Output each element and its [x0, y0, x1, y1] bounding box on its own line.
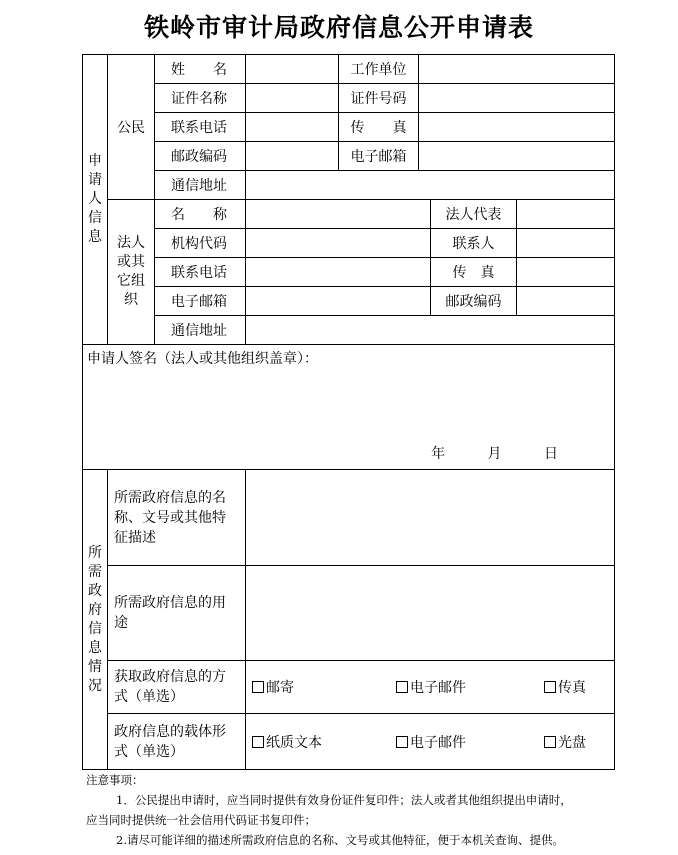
citizen-address-label: 通信地址 [155, 171, 246, 200]
notes-item: 1．公民提出申请时，应当同时提供有效身份证件复印件；法人或者其他组织提出申请时， [116, 793, 572, 807]
format-option-disc[interactable]: 光盘 [544, 732, 586, 752]
method-options [246, 661, 615, 714]
id-type-field[interactable] [246, 84, 339, 113]
page-title: 铁岭市审计局政府信息公开申请表 [143, 13, 534, 42]
org-phone-label: 联系电话 [155, 258, 246, 287]
day-label: 日 [544, 446, 558, 462]
id-type-label: 证件名称 [155, 84, 246, 113]
citizen-postcode-field[interactable] [246, 142, 339, 171]
org-code-field[interactable] [246, 229, 431, 258]
citizen-fax-field[interactable] [419, 113, 615, 142]
org-address-label: 通信地址 [155, 316, 246, 345]
method-label: 获取政府信息的方式（单选） [108, 661, 246, 714]
purpose-field[interactable] [246, 566, 615, 661]
legal-rep-label: 法人代表 [431, 200, 517, 229]
method-option-mail[interactable]: 邮寄 [252, 677, 294, 697]
notes [86, 770, 626, 850]
purpose-label: 所需政府信息的用途 [108, 566, 246, 661]
contact-field[interactable] [517, 229, 615, 258]
citizen-phone-field[interactable] [246, 113, 339, 142]
org-postcode-field[interactable] [517, 287, 615, 316]
application-form [82, 54, 615, 770]
org-fax-field[interactable] [517, 258, 615, 287]
contact-label: 联系人 [431, 229, 517, 258]
org-code-label: 机构代码 [155, 229, 246, 258]
notes-item: 2.请尽可能详细的描述所需政府信息的名称、文号或其他特征，便于本机关查询、提供。 [116, 833, 564, 847]
method-option-fax[interactable]: 传真 [544, 677, 586, 697]
applicant-info-label: 申 请 人 信 息 [83, 55, 108, 345]
notes-heading: 注意事项： [86, 773, 144, 787]
id-number-field[interactable] [419, 84, 615, 113]
checkbox-icon[interactable] [396, 736, 408, 748]
request-info-label: 所 需 政 府 信 息 情 况 [83, 470, 108, 770]
signature-label: 申请人签名（法人或其他组织盖章）： [87, 351, 318, 367]
citizen-fax-label: 传 真 [339, 113, 419, 142]
org-email-label: 电子邮箱 [155, 287, 246, 316]
org-fax-label: 传 真 [431, 258, 517, 287]
description-field[interactable] [246, 470, 615, 566]
month-label: 月 [487, 446, 502, 462]
org-email-field[interactable] [246, 287, 431, 316]
signature-date [393, 443, 558, 463]
citizen-label: 公民 [108, 55, 155, 200]
org-label: 法人 或其 它组 织 [108, 200, 155, 345]
id-number-label: 证件号码 [339, 84, 419, 113]
year-label: 年 [431, 446, 446, 462]
name-field[interactable] [246, 55, 339, 84]
legal-rep-field[interactable] [517, 200, 615, 229]
format-options [246, 714, 615, 770]
org-name-field[interactable] [246, 200, 431, 229]
work-unit-field[interactable] [419, 55, 615, 84]
signature-area[interactable] [83, 345, 615, 470]
citizen-email-field[interactable] [419, 142, 615, 171]
checkbox-icon[interactable] [252, 736, 264, 748]
org-phone-field[interactable] [246, 258, 431, 287]
checkbox-icon[interactable] [396, 681, 408, 693]
checkbox-icon[interactable] [544, 736, 556, 748]
org-name-label: 名 称 [155, 200, 246, 229]
citizen-address-field[interactable] [246, 171, 615, 200]
checkbox-icon[interactable] [544, 681, 556, 693]
citizen-phone-label: 联系电话 [155, 113, 246, 142]
citizen-postcode-label: 邮政编码 [155, 142, 246, 171]
format-option-paper[interactable]: 纸质文本 [252, 732, 322, 752]
format-option-email[interactable]: 电子邮件 [396, 732, 466, 752]
name-label: 姓 名 [155, 55, 246, 84]
citizen-email-label: 电子邮箱 [339, 142, 419, 171]
work-unit-label: 工作单位 [339, 55, 419, 84]
description-label: 所需政府信息的名称、文号或其他特征描述 [108, 470, 246, 566]
org-address-field[interactable] [246, 316, 615, 345]
checkbox-icon[interactable] [252, 681, 264, 693]
method-option-email[interactable]: 电子邮件 [396, 677, 466, 697]
format-label: 政府信息的载体形式（单选） [108, 714, 246, 770]
notes-item: 应当同时提供统一社会信用代码证书复印件； [86, 813, 316, 827]
org-postcode-label: 邮政编码 [431, 287, 517, 316]
